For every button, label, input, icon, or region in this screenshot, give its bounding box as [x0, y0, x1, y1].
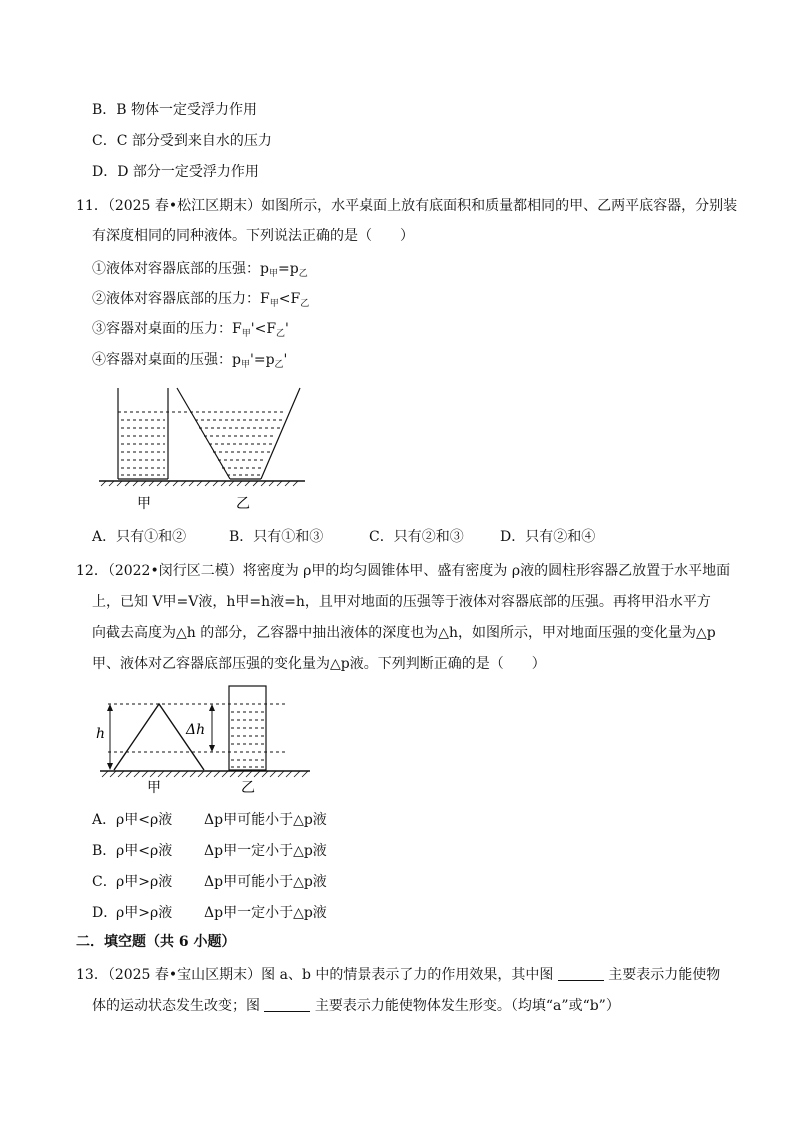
label-jia: 甲 [147, 780, 161, 796]
label-jia: 甲 [137, 496, 151, 512]
subscript: 甲 [241, 329, 251, 339]
subscript: 甲 [269, 299, 279, 309]
q13-text: 体的运动状态发生改变；图 [92, 998, 260, 1014]
choice-label: D． [92, 905, 118, 921]
choice-relation: ρ甲>ρ液 [116, 905, 173, 921]
label-h: h [96, 726, 106, 742]
choice-change: Δp甲可能小于△p液 [204, 874, 327, 890]
choice-change: Δp甲一定小于△p液 [204, 905, 327, 921]
statement-text: ①液体对容器底部的压强：p [92, 261, 269, 277]
option-b-prev: B．B 物体一定受浮力作用 [92, 102, 258, 118]
q13-line2 [92, 996, 620, 1016]
q12-choice-b[interactable] [92, 841, 392, 861]
statement-text: ②液体对容器底部的压力：F [92, 291, 270, 307]
q12-choice-d[interactable] [92, 903, 392, 923]
subscript: 乙 [298, 269, 308, 279]
statement-text: ④容器对桌面的压强：p [92, 352, 241, 368]
q12-cone-cylinder-figure [92, 682, 317, 797]
q12-number: 12． [76, 563, 108, 579]
q13-text: 图 a、b 中的情景表示了力的作用效果，其中图 [261, 967, 554, 983]
q11-choice-b[interactable]: B．只有①和③ [229, 529, 324, 545]
statement-text: <F [278, 291, 301, 307]
choice-change: Δp甲可能小于△p液 [204, 812, 327, 828]
q12-source: （2022•闵行区二模） [107, 563, 243, 579]
choice-relation: ρ甲>ρ液 [116, 874, 173, 890]
q11-number: 11． [76, 198, 108, 214]
choice-relation: ρ甲<ρ液 [116, 812, 173, 828]
q11-containers-figure [95, 383, 310, 513]
q13-text: 主要表示力能使物体发生形变。（均填“a”或“b”） [314, 998, 620, 1014]
q11-statement-3 [92, 319, 289, 341]
q13-number: 13． [76, 967, 108, 983]
q11-stem-text1: 如图所示，水平桌面上放有底面积和质量都相同的甲、乙两平底容器，分别装 [261, 198, 738, 214]
q11-stem-line2: 有深度相同的同种液体。下列说法正确的是（ ） [92, 228, 414, 244]
choice-change: Δp甲一定小于△p液 [204, 843, 327, 859]
statement-text: '<F [250, 321, 277, 337]
choice-label: C． [92, 874, 117, 890]
q11-choices [92, 527, 652, 547]
q11-choice-a[interactable]: A．只有①和② [92, 529, 187, 545]
subscript: 甲 [240, 360, 250, 370]
subscript: 乙 [276, 329, 286, 339]
label-dh: Δh [186, 722, 206, 738]
section-heading-fill-in: 二．填空题（共 6 小题） [76, 934, 236, 950]
q11-choice-c[interactable]: C．只有②和③ [369, 529, 464, 545]
option-c-prev: C．C 部分受到来自水的压力 [92, 133, 272, 149]
q13-blank-1[interactable] [558, 966, 604, 981]
choice-label: B． [92, 843, 117, 859]
q13-text: 主要表示力能使物 [608, 967, 721, 983]
subscript: 乙 [274, 360, 284, 370]
statement-text: =p [277, 261, 299, 277]
q12-stem-line3: 向截去高度为△h 的部分，乙容器中抽出液体的深度也为△h，如图所示，甲对地面压强的变化量为△p [92, 625, 716, 641]
statement-text: ③容器对桌面的压力：F [92, 321, 242, 337]
choice-relation: ρ甲<ρ液 [116, 843, 173, 859]
statement-text: ' [285, 321, 289, 337]
q12-stem-line2: 上，已知 V甲=V液，h甲=h液=h，且甲对地面的压强等于液体对容器底部的压强。再将甲沿水平方 [92, 594, 711, 610]
q11-source: （2025 春•松江区期末） [107, 198, 262, 214]
statement-text: '=p [249, 352, 275, 368]
subscript: 甲 [268, 269, 278, 279]
option-d-prev: D．D 部分一定受浮力作用 [92, 164, 259, 180]
q11-choice-d[interactable]: D．只有②和④ [500, 529, 596, 545]
q11-stem-line1 [76, 196, 737, 216]
q13-line1 [76, 965, 720, 985]
q13-source: （2025 春•宝山区期末） [107, 967, 262, 983]
q11-statement-2 [92, 289, 309, 311]
statement-text: ' [283, 352, 288, 368]
label-yi: 乙 [241, 780, 255, 796]
q11-statement-4 [92, 350, 287, 372]
choice-label: A． [92, 812, 117, 828]
q12-stem-text1: 将密度为 ρ甲的均匀圆锥体甲、盛有密度为 ρ液的圆柱形容器乙放置于水平地面 [242, 563, 731, 579]
q12-choice-a[interactable] [92, 810, 392, 830]
q12-choice-c[interactable] [92, 872, 392, 892]
q12-stem-line1 [76, 561, 730, 581]
subscript: 乙 [300, 299, 310, 309]
q12-stem-line4: 甲、液体对乙容器底部压强的变化量为△p液。下列判断正确的是（ ） [92, 656, 546, 672]
q13-blank-2[interactable] [264, 997, 310, 1012]
label-yi: 乙 [236, 496, 250, 512]
q11-statement-1 [92, 259, 308, 281]
